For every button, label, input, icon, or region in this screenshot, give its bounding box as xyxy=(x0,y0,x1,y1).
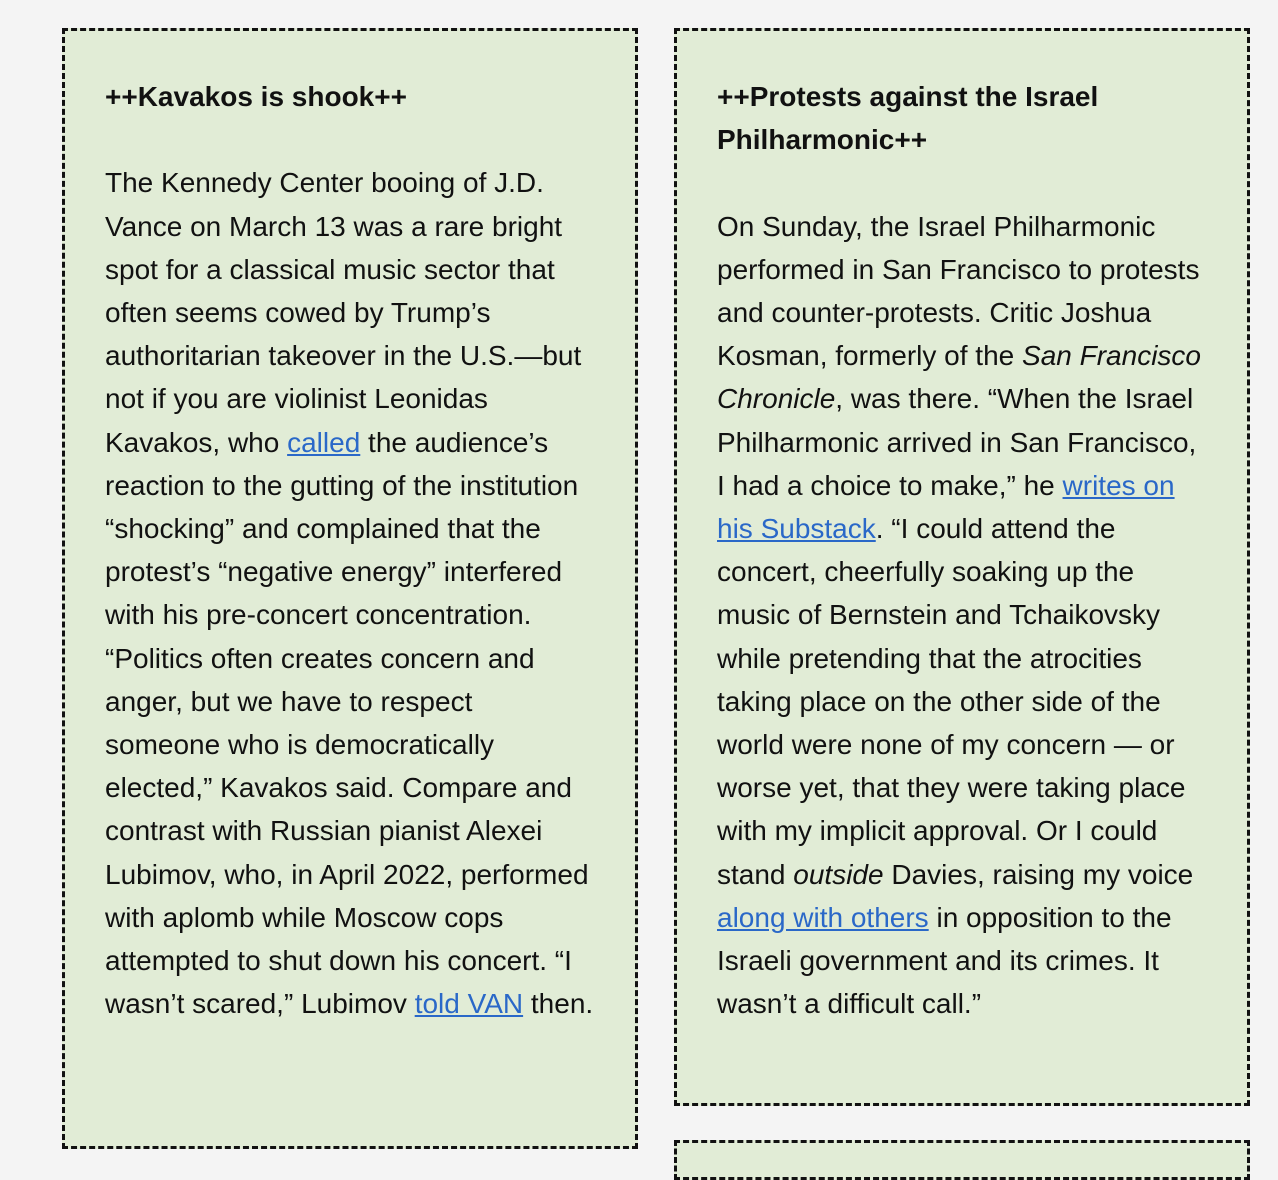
card-heading: ++Kavakos is shook++ xyxy=(105,81,407,112)
card-body xyxy=(717,205,1207,1026)
card-heading: ++Protests against the Israel Philharmonic++ xyxy=(717,81,1099,156)
body-text: in opposition to the Israeli government and its crimes. It wasn’t a difficult call.” xyxy=(717,901,1172,1020)
news-card-israel-philharmonic xyxy=(674,28,1250,1106)
body-text: On Sunday, the Israel Philharmonic performed in San Francisco to protests and counter-protests. Critic Joshua Kosman, formerly of the xyxy=(717,210,1200,372)
publication-name: San Francisco Chronicle xyxy=(717,340,1201,415)
news-card-next xyxy=(674,1140,1250,1180)
card-body xyxy=(105,161,595,1025)
body-text: , was there. “When the Israel Philharmonic arrived in San Francisco, I had a choice to make,” he xyxy=(717,383,1197,501)
substack-link[interactable]: writes on his Substack xyxy=(717,469,1175,545)
body-text: the audience’s reaction to the gutting of the institution “shocking” and complained that the protest’s “negative energy” interfered with his pre-concert concentration. “Politics often creates concern and anger, but we have to respect someone who is democratically elected,” Kavakos said. Compare and contrast with Russian pianist Alexei Lubimov, who, in April 2022, performed with aplomb while Moscow cops attempted to shut down his concert. “I wasn’t scared,” Lubimov xyxy=(105,426,589,1020)
told-van-link[interactable]: told VAN xyxy=(414,988,524,1020)
body-text: Davies, raising my voice xyxy=(883,858,1194,890)
emphasis-outside: outside xyxy=(793,858,884,890)
body-text: The Kennedy Center booing of J.D. Vance on March 13 was a rare bright spot for a classical music sector that often seems cowed by Trump’s authoritarian takeover in the U.S.—but not if you are violinist Leonidas Kavakos, who xyxy=(105,167,582,458)
news-card-kavakos xyxy=(62,28,638,1149)
called-link[interactable]: called xyxy=(287,426,361,458)
body-text: . “I could attend the concert, cheerfully soaking up the music of Bernstein and Tchaikovsky while pretending that the atrocities taking place on the other side of the world were none of my concern — or worse yet, that they were taking place with my implicit approval. Or I could stand xyxy=(717,513,1186,890)
body-text: then. xyxy=(523,988,594,1020)
along-with-others-link[interactable]: along with others xyxy=(717,901,929,933)
